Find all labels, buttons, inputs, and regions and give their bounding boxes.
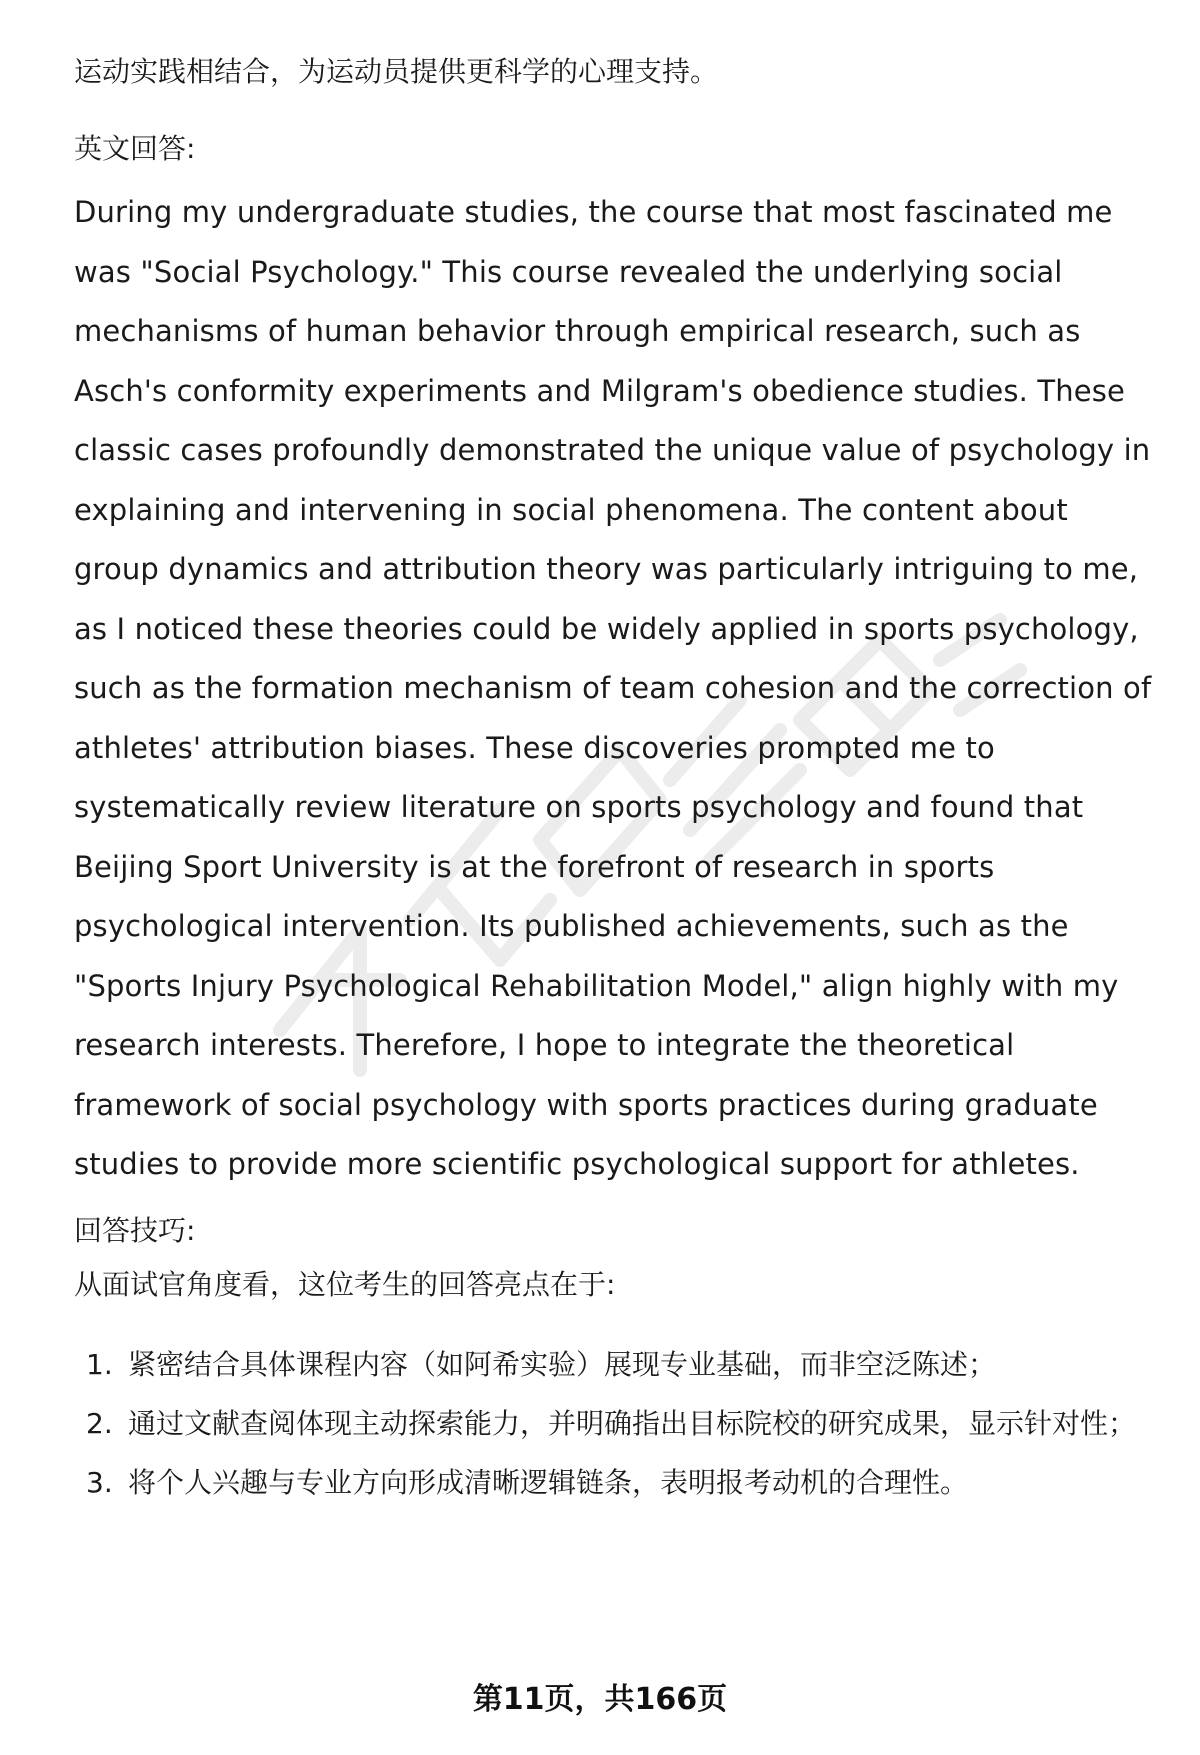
list-item xyxy=(74,1453,1154,1512)
page-number-footer: 第11页，共166页 xyxy=(472,1682,728,1717)
english-answer-paragraph: During my undergraduate studies, the course that most fascinated me was "Social Psychology." This course revealed the underlying social mechanisms of human behavior through empirical research, such as Asch's conformity experiments and Milgram's obedience studies. These classic cases profoundly demonstrated the unique value of psychology in explaining and intervening in social phenomena. The content about group dynamics and attribution theory was particularly intriguing to me, as I noticed these theories could be widely applied in sports psychology, such as the formation mechanism of team cohesion and the correction of athletes' attribution biases. These discoveries prompted me to systematically review literature on sports psychology and found that Beijing Sport University is at the forefront of research in sports psychological intervention. Its published achievements, such as the "Sports Injury Psychological Rehabilitation Model," align highly with my research interests. Therefore, I hope to integrate the theoretical framework of social psychology with sports practices during graduate studies to provide more scientific psychological support for athletes. xyxy=(74,195,1152,1181)
list-item-number: 2. xyxy=(86,1406,113,1440)
tips-label: 回答技巧: xyxy=(74,1213,196,1247)
document-body xyxy=(74,52,1154,1512)
tips-list xyxy=(74,1335,1154,1512)
list-item xyxy=(74,1394,1154,1453)
tips-intro: 从面试官角度看，这位考生的回答亮点在于: xyxy=(74,1267,616,1301)
lead-line: 运动实践相结合，为运动员提供更科学的心理支持。 xyxy=(74,55,719,88)
list-item-text: 将个人兴趣与专业方向形成清晰逻辑链条，表明报考动机的合理性。 xyxy=(128,1465,969,1499)
list-item xyxy=(74,1335,1154,1394)
list-item-number: 1. xyxy=(86,1347,113,1381)
list-item-text: 紧密结合具体课程内容（如阿希实验）展现专业基础，而非空泛陈述； xyxy=(128,1347,997,1381)
english-answer-label: 英文回答: xyxy=(74,132,196,165)
list-item-text: 通过文献查阅体现主动探索能力，并明确指出目标院校的研究成果，显示针对性； xyxy=(128,1406,1137,1440)
list-item-number: 3. xyxy=(86,1465,113,1499)
